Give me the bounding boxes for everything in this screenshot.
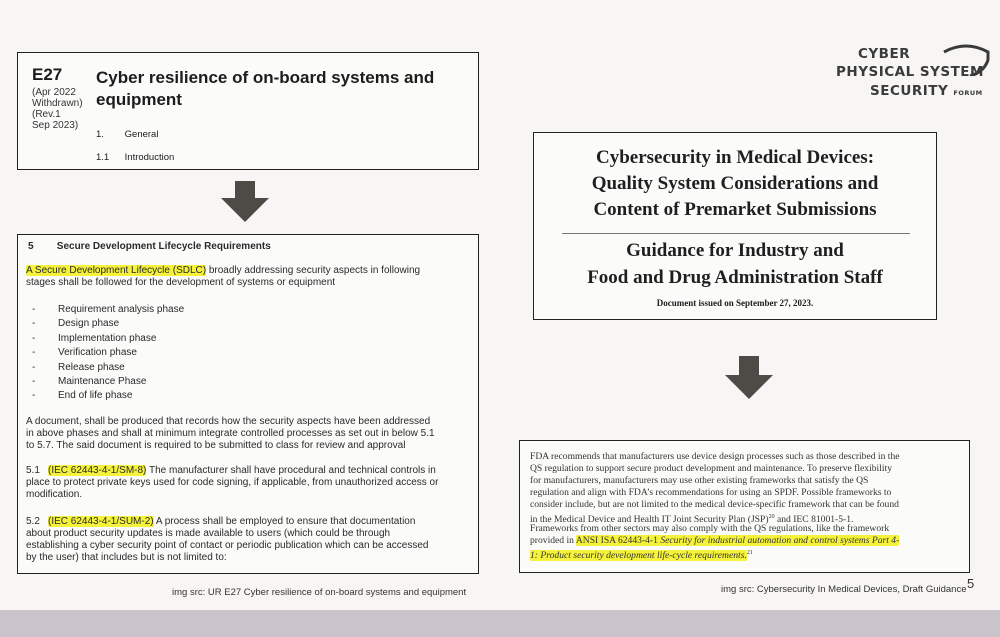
clause-ref-highlight: (IEC 62443-4-1/SM-8) [48,465,147,476]
clause-5-1: 5.1 (IEC 62443-4-1/SM-8) The manufacturer shall have procedural and technical controls in place to protect private keys used for code signing, if applicable, from unauthorized access or modification. [26,465,439,500]
list-item: - Implementation phase [32,332,157,344]
paragraph-line: in above phases and shall at minimum integrate controlled processes as set out in below 5.1 [26,428,435,439]
clause-5-2: 5.2 (IEC 62443-4-1/SUM-2) A process shall be employed to ensure that documentation about product security updates is made available to users (which could be through establishing a cyber security point of contact or periodic publication which can be accessed by the user) that includes but is not limited to: [26,516,429,563]
excerpt-line: FDA recommends that manufacturers use device design processes such as those described in the [530,451,900,462]
e27-title: Cyber resilience of on-board systems and equipment [96,68,435,109]
excerpt-line: in the Medical Device and Health IT Joint Security Plan (JSP)$^{20}$ and IEC 81001-5-1. [530,514,854,526]
paragraph-line: A document, shall be produced that records how the security aspects have been addressed [26,416,431,427]
logo-security: SECURITY [870,83,949,99]
excerpt-line [530,547,753,562]
intro-text: broadly addressing security aspects in following [206,265,421,276]
sdlc-heading [28,241,271,252]
section-title: Secure Development Lifecycle Requirements [56,241,271,252]
clause-ref-highlight: (IEC 62443-4-1/SUM-2) [48,516,154,527]
page-number: 5 [967,576,975,591]
clause-number: 5.2 [26,516,40,527]
caption-left: img src: UR E27 Cyber resilience of on-board systems and equipment [172,587,467,598]
list-item: - End of life phase [32,390,133,402]
fda-title: Cybersecurity in Medical Devices: Quality System Considerations and Content of Premarket Submissions [591,147,879,220]
logo-line-2: PHYSICAL SYSTEM [836,64,984,80]
phase-list [32,303,184,404]
fda-framework-excerpt [519,440,970,573]
fda-guidance-title-box [533,132,937,320]
paragraph-line: to 5.7. The said document is required to be submitted to class for review and approval [26,440,406,451]
intro-text: stages shall be followed for the development of systems or equipment [26,277,336,288]
e27-section-introduction [96,152,174,163]
excerpt-line: regulation and align with FDA’s recommendations for using an SPDF. Possible frameworks to [530,487,892,498]
e27-meta-line: Sep 2023) [32,120,79,131]
excerpt-line: for manufacturers, manufacturers may use other existing frameworks that satisfy the QS [530,475,869,486]
logo-line-3 [870,83,983,99]
e27-meta-line: Withdrawn) [32,98,83,109]
excerpt-line: QS regulation to support secure product development and maintenance. To preserve flexibility [530,463,893,474]
e27-section-general [96,129,158,140]
section-number: 1.1 [96,152,110,163]
section-label: Introduction [124,152,175,163]
sdlc-intro [26,265,474,289]
excerpt-line: Frameworks from other sectors may also comply with the QS regulations, like the framework [530,523,890,534]
list-item: - Release phase [32,361,125,373]
bottom-strip [0,610,1000,637]
section-number: 5 [28,241,34,252]
e27-header-box [17,52,479,170]
section-number: 1. [96,129,104,140]
footnote-ref: 20 [768,514,775,520]
list-item: - Maintenance Phase [32,375,147,387]
fda-issued-date: Document issued on September 27, 2023. [656,298,814,308]
list-item: - Verification phase [32,347,137,359]
excerpt-line: provided in ANSI ISA 62443-4-1 Security for industrial automation and control systems Part 4- [530,535,900,546]
e27-meta-line: (Rev.1 [32,109,61,120]
list-item: - Requirement analysis phase [32,304,185,315]
ansi-isa-highlight: ANSI ISA 62443-4-1 Security for industrial automation and control systems Part 4- [575,535,900,546]
list-item: - Design phase [32,318,120,330]
ansi-isa-highlight-cont: 1: Product security development life-cycle requirements. [530,550,747,562]
e27-meta-line: (Apr 2022 [32,87,76,98]
clause-number: 5.1 [26,465,40,476]
caption-right: img src: Cybersecurity In Medical Devices, Draft Guidance [721,584,967,595]
divider [562,233,910,234]
logo-forum: FORUM [953,89,983,97]
e27-code: E27 [32,65,63,84]
sdlc-highlight: A Secure Development Lifecycle (SDLC) [26,265,207,276]
e27-revision-info [32,87,102,131]
fda-subtitle: Guidance for Industry and Food and Drug Administration Staff [587,240,883,288]
section-label: General [124,129,159,140]
cpss-forum-logo [836,44,996,108]
sdlc-requirements-box [17,234,479,574]
footnote-ref: 21 [746,550,753,556]
document-paragraph [26,416,474,452]
logo-line-1: CYBER [858,46,911,62]
excerpt-line: consider include, but are not limited to the medical device-specific framework that can be found [530,499,899,510]
